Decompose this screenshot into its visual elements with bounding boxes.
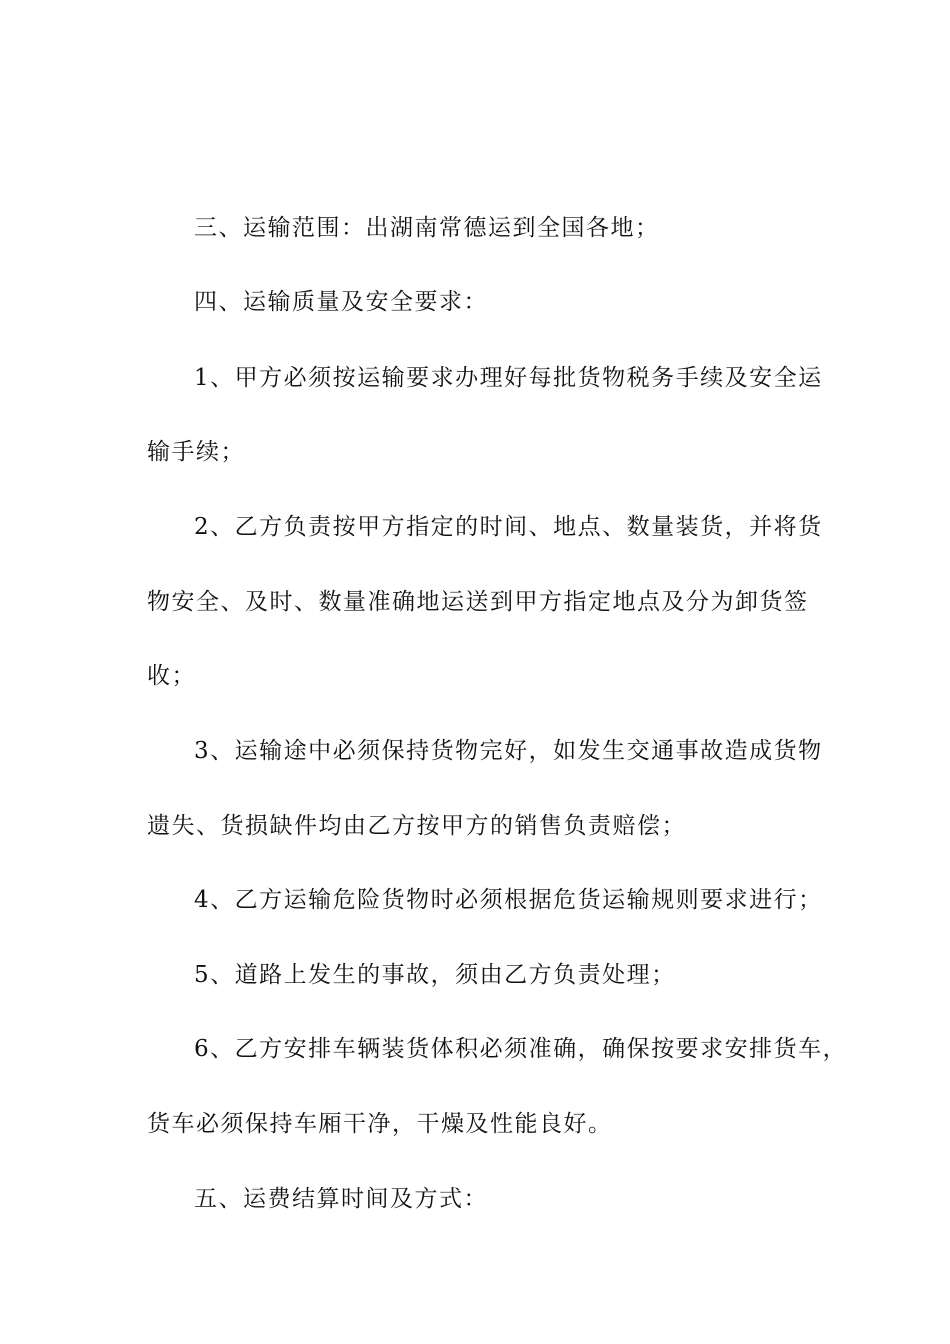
item-5-line: 5、道路上发生的事故，须由乙方负责处理； (194, 962, 676, 988)
section-5-heading: 五、运费结算时间及方式： (194, 1186, 488, 1212)
section-4-heading: 四、运输质量及安全要求： (194, 289, 488, 315)
item-1-line-1: 1、甲方必须按运输要求办理好每批货物税务手续及安全运 (194, 365, 823, 391)
item-2-line-3: 收； (147, 663, 196, 689)
item-3-line-2: 遗失、货损缺件均由乙方按甲方的销售负责赔偿； (147, 813, 686, 839)
item-2-line-1: 2、乙方负责按甲方指定的时间、地点、数量装货，并将货 (194, 514, 823, 540)
item-1-line-2: 输手续； (147, 439, 245, 465)
section-3-transport-scope: 三、运输范围：出湖南常德运到全国各地； (194, 215, 660, 241)
item-6-line-1: 6、乙方安排车辆装货体积必须准确，确保按要求安排货车， (194, 1036, 848, 1062)
item-2-line-2: 物安全、及时、数量准确地运送到甲方指定地点及分为卸货签 (147, 589, 809, 615)
item-6-line-2: 货车必须保持车厢干净，干燥及性能良好。 (147, 1111, 613, 1137)
item-4-line: 4、乙方运输危险货物时必须根据危货运输规则要求进行； (194, 887, 823, 913)
item-3-line-1: 3、运输途中必须保持货物完好，如发生交通事故造成货物 (194, 738, 823, 764)
